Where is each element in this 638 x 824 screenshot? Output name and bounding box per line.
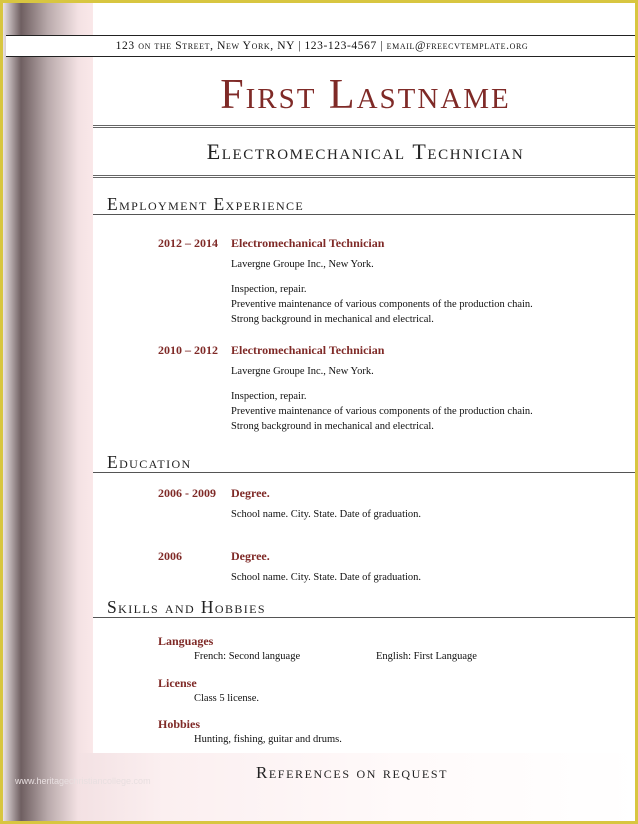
employment-heading: Employment Experience: [107, 194, 305, 214]
job-title-entry: Electromechanical Technician: [231, 236, 385, 250]
education-dates: 2006: [158, 549, 182, 563]
education-heading: Education: [107, 452, 192, 472]
hobbies-value: Hunting, fishing, guitar and drums.: [194, 734, 342, 745]
section-divider: [93, 617, 638, 618]
section-divider: [93, 472, 638, 473]
watermark-text: www.heritagechristiancollege.com: [15, 776, 151, 786]
job-duty: Preventive maintenance of various components of the production chain.: [231, 406, 533, 417]
education-dates: 2006 - 2009: [158, 486, 216, 500]
languages-label: Languages: [158, 634, 214, 648]
job-dates: 2012 – 2014: [158, 236, 218, 250]
contact-info: 123 on the Street, New York, NY | 123-123-4567 | email@freecvtemplate.org: [6, 35, 638, 57]
left-decorative-band: [3, 3, 93, 824]
job-title-entry: Electromechanical Technician: [231, 343, 385, 357]
license-label: License: [158, 676, 197, 690]
candidate-name: First Lastname: [220, 72, 511, 118]
section-divider: [93, 214, 638, 215]
job-duty: Inspection, repair.: [231, 391, 307, 402]
license-value: Class 5 license.: [194, 693, 260, 704]
job-duty: Inspection, repair.: [231, 284, 307, 295]
language-entry: French: Second language: [194, 651, 301, 662]
education-details: School name. City. State. Date of graduation.: [231, 572, 422, 583]
education-degree: Degree.: [231, 549, 270, 563]
education-details: School name. City. State. Date of graduation.: [231, 509, 422, 520]
job-dates: 2010 – 2012: [158, 343, 218, 357]
skills-heading: Skills and Hobbies: [107, 597, 266, 617]
divider: [93, 125, 638, 128]
job-title: Electromechanical Technician: [206, 139, 525, 164]
job-company: Lavergne Groupe Inc., New York.: [231, 259, 374, 270]
language-entry: English: First Language: [376, 651, 477, 662]
references-note: References on request: [255, 763, 449, 782]
job-duty: Strong background in mechanical and electrical.: [231, 421, 434, 432]
education-degree: Degree.: [231, 486, 270, 500]
hobbies-label: Hobbies: [158, 717, 201, 731]
job-duty: Preventive maintenance of various components of the production chain.: [231, 299, 533, 310]
divider: [93, 175, 638, 178]
job-duty: Strong background in mechanical and electrical.: [231, 314, 434, 325]
job-company: Lavergne Groupe Inc., New York.: [231, 366, 374, 377]
